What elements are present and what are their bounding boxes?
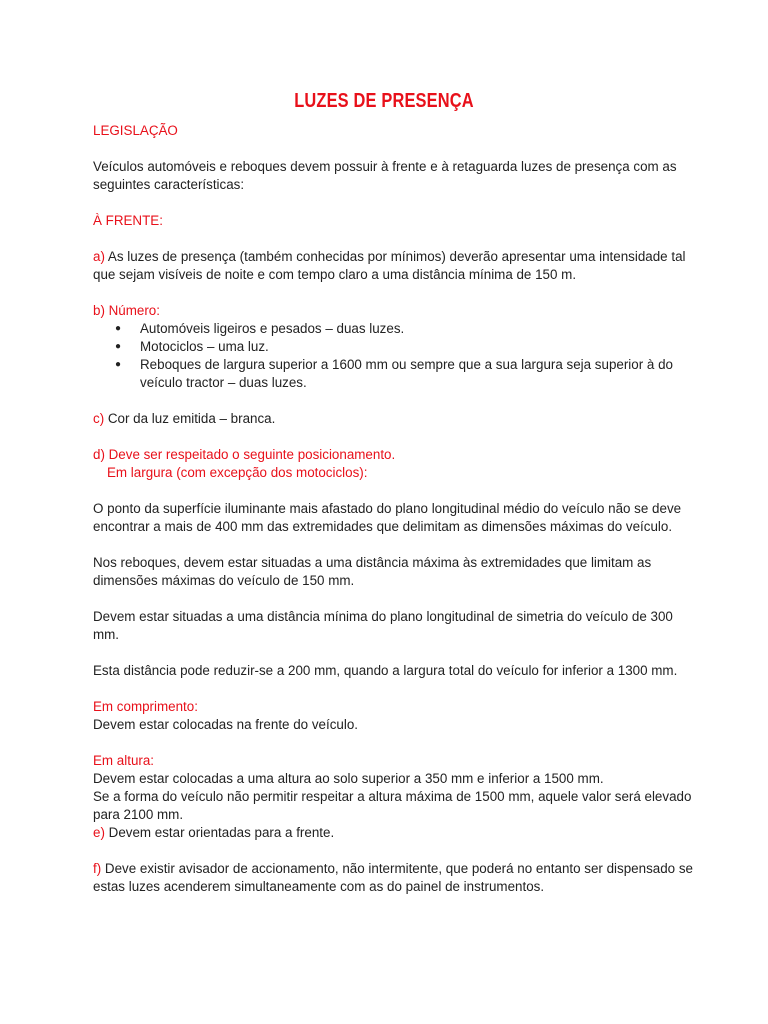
item-f-marker: f) <box>93 861 102 876</box>
list-item <box>93 338 693 356</box>
item-b-heading: b) Número: <box>93 303 160 318</box>
list-item-text: Reboques de largura superior a 1600 mm ou sempre que a sua largura seja superior à do veículo tractor – duas luzes. <box>140 357 673 390</box>
item-e <box>93 824 693 842</box>
item-e-text: Devem estar orientadas para a frente. <box>104 825 335 840</box>
paragraph-4: Esta distância pode reduzir-se a 200 mm, quando a largura total do veículo for inferior a 1300 mm. <box>93 663 678 678</box>
section-heading-frente: À FRENTE: <box>93 213 163 228</box>
altura-heading: Em altura: <box>93 753 155 768</box>
comprimento-text: Devem estar colocadas na frente do veículo. <box>93 717 358 732</box>
paragraph-1: O ponto da superfície iluminante mais afastado do plano longitudinal médio do veículo não se deve encontrar a mais de 400 mm das extremidades que delimitam as dimensões máximas do veículo. <box>93 501 682 534</box>
paragraph-2: Nos reboques, devem estar situadas a uma distância máxima às extremidades que limitam as dimensões máximas do veículo de 150 mm. <box>93 555 652 588</box>
item-c-marker: c) <box>93 411 105 426</box>
item-d-subheading: Em largura (com excepção dos motociclos): <box>107 465 368 480</box>
item-a <box>93 248 693 284</box>
bullet-list <box>93 320 693 392</box>
altura-text-1: Devem estar colocadas a uma altura ao solo superior a 350 mm e inferior a 1500 mm. <box>93 771 604 786</box>
item-c <box>93 410 693 428</box>
list-item <box>93 320 693 338</box>
paragraph-3: Devem estar situadas a uma distância mínima do plano longitudinal de simetria do veículo de 300 mm. <box>93 609 673 642</box>
bullet-icon: ● <box>115 359 122 370</box>
item-e-marker: e) <box>93 825 105 840</box>
item-d-heading: d) Deve ser respeitado o seguinte posicionamento. <box>93 447 396 462</box>
altura-text-2: Se a forma do veículo não permitir respeitar a altura máxima de 1500 mm, aquele valor será elevado para 2100 mm. <box>93 789 692 822</box>
bullet-icon: ● <box>115 323 122 334</box>
item-a-text: As luzes de presença (também conhecidas por mínimos) deverão apresentar uma intensidade tal que sejam visíveis de noite e com tempo claro a uma distância mínima de 150 m. <box>93 249 686 282</box>
item-f-text: Deve existir avisador de accionamento, não intermitente, que poderá no entanto ser dispensado se estas luzes acenderem simultaneamente com as do painel de instrumentos. <box>93 861 693 894</box>
list-item-text: Motociclos – uma luz. <box>140 339 269 354</box>
list-item <box>93 356 693 392</box>
comprimento-heading: Em comprimento: <box>93 699 198 714</box>
section-heading-legislacao: LEGISLAÇÃO <box>93 123 178 138</box>
document-body <box>93 122 693 896</box>
list-item-text: Automóveis ligeiros e pesados – duas luzes. <box>140 321 405 336</box>
page-title: LUZES DE PRESENÇA <box>294 90 474 112</box>
item-c-text: Cor da luz emitida – branca. <box>104 411 276 426</box>
item-f <box>93 860 693 896</box>
item-a-marker: a) <box>93 249 105 264</box>
bullet-icon: ● <box>115 341 122 352</box>
intro-paragraph: Veículos automóveis e reboques devem possuir à frente e à retaguarda luzes de presença com as seguintes características: <box>93 159 677 192</box>
